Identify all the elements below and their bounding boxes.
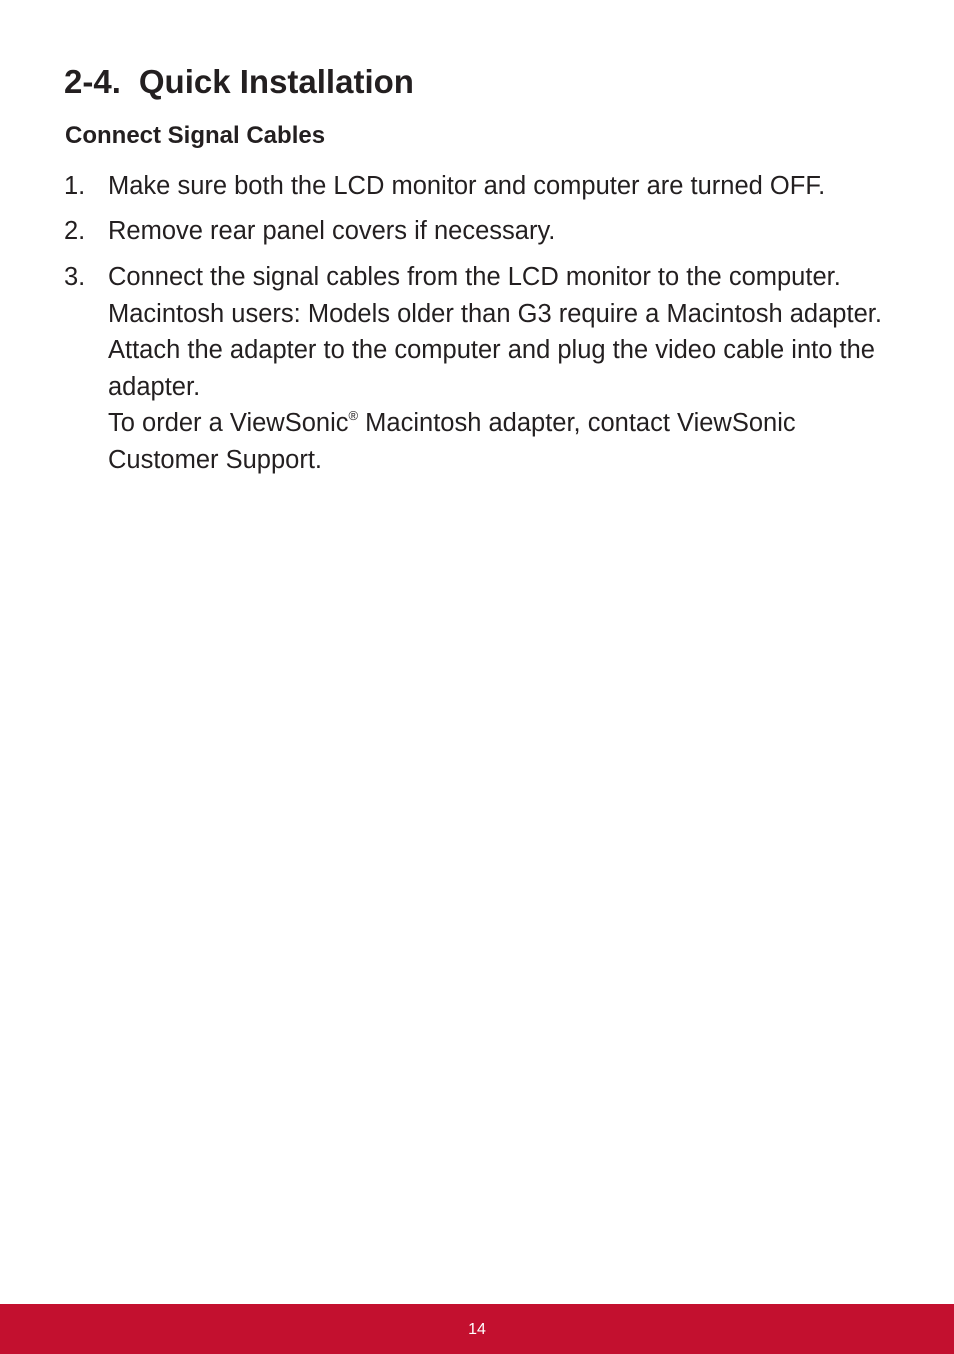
step-number: 1.: [64, 172, 86, 200]
page-number: 14: [468, 1321, 486, 1338]
step-text: [108, 213, 908, 250]
step-text: [108, 168, 908, 205]
step-number: 2.: [64, 217, 86, 245]
step-text: [108, 259, 908, 478]
section-title-text: Quick Installation: [138, 63, 414, 100]
step-2-text: Remove rear panel covers if necessary.: [108, 217, 556, 245]
order-adapter-note: [108, 405, 908, 478]
step-3-text: Connect the signal cables from the LCD monitor to the computer.: [108, 263, 841, 291]
subheading: Connect Signal Cables: [65, 122, 326, 149]
section-number: 2-4.: [64, 63, 121, 100]
footer-bar: [0, 1304, 954, 1354]
section-title: [64, 60, 414, 104]
step-number: 3.: [64, 263, 86, 291]
step-1-text: Make sure both the LCD monitor and computer are turned OFF.: [108, 172, 826, 200]
macintosh-note: Macintosh users: Models older than G3 require a Macintosh adapter. Attach the adapter to the computer and plug the video cable into the adapter.: [108, 299, 882, 401]
order-note-end: Macintosh adapter, contact ViewSonic Customer Support.: [108, 409, 796, 474]
registered-mark: ®: [348, 408, 359, 423]
order-note-start: To order a ViewSonic: [108, 409, 349, 437]
